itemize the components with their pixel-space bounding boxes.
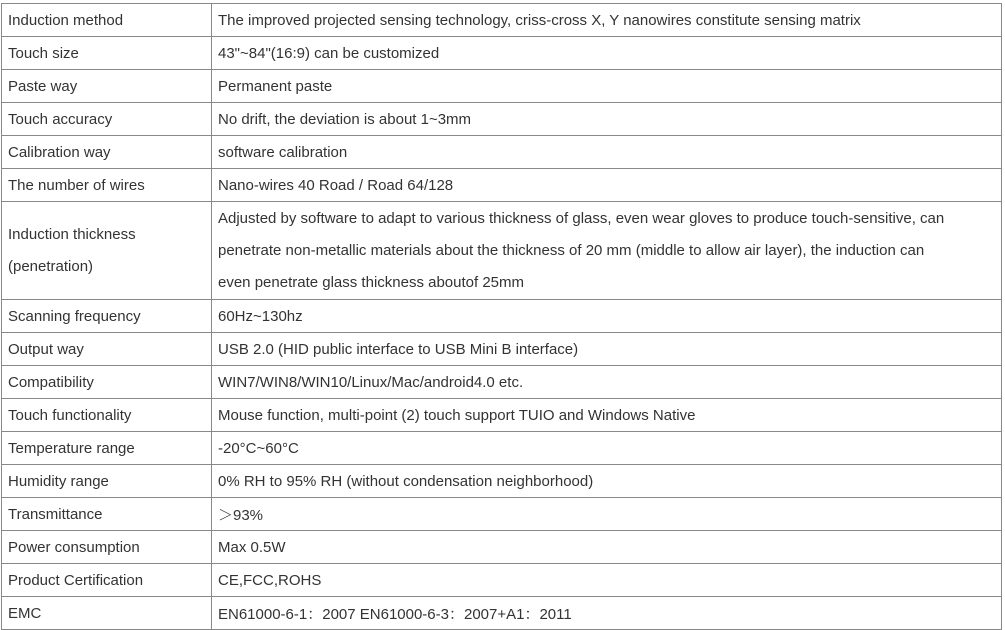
- spec-label: [2, 202, 212, 300]
- spec-label: Induction method: [2, 4, 212, 37]
- spec-label: Humidity range: [2, 465, 212, 498]
- table-row: [2, 37, 1002, 70]
- table-row: [2, 333, 1002, 366]
- table-row: [2, 498, 1002, 531]
- spec-value: USB 2.0 (HID public interface to USB Mini B interface): [212, 333, 1002, 366]
- spec-value-line: penetrate non-metallic materials about the thickness of 20 mm (middle to allow air layer), the induction can: [218, 241, 925, 259]
- spec-label: Transmittance: [2, 498, 212, 531]
- spec-label: Touch accuracy: [2, 103, 212, 136]
- spec-label: The number of wires: [2, 169, 212, 202]
- table-row: [2, 531, 1002, 564]
- spec-value: No drift, the deviation is about 1~3mm: [212, 103, 1002, 136]
- spec-label: Output way: [2, 333, 212, 366]
- spec-value: The improved projected sensing technology, criss-cross X, Y nanowires constitute sensing matrix: [212, 4, 1002, 37]
- spec-value-line: even penetrate glass thickness aboutof 25mm: [218, 273, 525, 291]
- spec-label: Temperature range: [2, 432, 212, 465]
- table-row: [2, 202, 1002, 300]
- spec-value: CE,FCC,ROHS: [212, 564, 1002, 597]
- spec-value: EN61000-6-1：2007 EN61000-6-3：2007+A1：2011: [212, 597, 1002, 630]
- spec-value: 0% RH to 95% RH (without condensation neighborhood): [212, 465, 1002, 498]
- spec-value: 60Hz~130hz: [212, 300, 1002, 333]
- spec-value: Permanent paste: [212, 70, 1002, 103]
- table-row: [2, 70, 1002, 103]
- table-row: [2, 136, 1002, 169]
- spec-label: Touch functionality: [2, 399, 212, 432]
- spec-value: Max 0.5W: [212, 531, 1002, 564]
- table-row: [2, 432, 1002, 465]
- spec-value: Mouse function, multi-point (2) touch support TUIO and Windows Native: [212, 399, 1002, 432]
- spec-value: software calibration: [212, 136, 1002, 169]
- table-row: [2, 300, 1002, 333]
- spec-label: Product Certification: [2, 564, 212, 597]
- spec-label: Compatibility: [2, 366, 212, 399]
- table-row: [2, 169, 1002, 202]
- spec-label: EMC: [2, 597, 212, 630]
- table-row: [2, 4, 1002, 37]
- spec-value: 43"~84"(16:9) can be customized: [212, 37, 1002, 70]
- table-row: [2, 597, 1002, 630]
- spec-value: ＞93%: [212, 498, 1002, 531]
- table-row: [2, 399, 1002, 432]
- spec-label: Calibration way: [2, 136, 212, 169]
- spec-label-line: Induction thickness: [8, 225, 136, 243]
- spec-value: -20°C~60°C: [212, 432, 1002, 465]
- table-row: [2, 366, 1002, 399]
- spec-value-line: Adjusted by software to adapt to various thickness of glass, even wear gloves to produce touch-sensitive, can: [218, 209, 945, 227]
- spec-label: Power consumption: [2, 531, 212, 564]
- table-row: [2, 564, 1002, 597]
- spec-label-line: (penetration): [8, 257, 94, 275]
- spec-label: Paste way: [2, 70, 212, 103]
- spec-value: [212, 202, 1002, 300]
- table-row: [2, 103, 1002, 136]
- spec-label: Touch size: [2, 37, 212, 70]
- spec-value: Nano-wires 40 Road / Road 64/128: [212, 169, 1002, 202]
- spec-label: Scanning frequency: [2, 300, 212, 333]
- spec-table: [1, 3, 1002, 630]
- table-row: [2, 465, 1002, 498]
- spec-value: WIN7/WIN8/WIN10/Linux/Mac/android4.0 etc.: [212, 366, 1002, 399]
